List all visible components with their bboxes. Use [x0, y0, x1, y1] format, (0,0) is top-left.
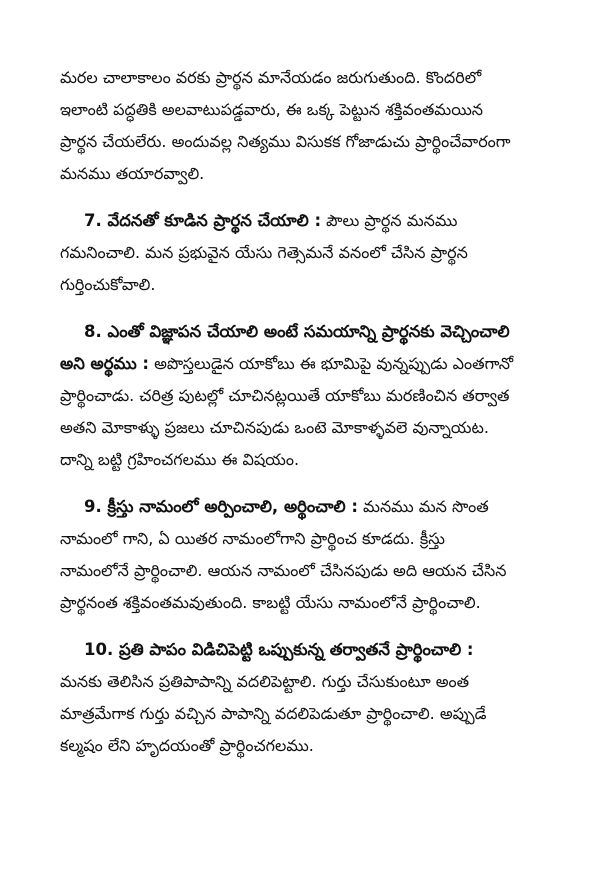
text-line: నామంలోనే ప్రార్థించాలి. ఆయన నామంలో చేసినపుడు అది ఆయన చేసిన [60, 561, 507, 580]
point-9-heading: 9. క్రీస్తు నామంలో అర్పించాలి, అర్థించాలి : [84, 497, 358, 516]
point-7-paragraph [60, 205, 572, 301]
point-7-first-text: పౌలు ప్రార్థన మనము [321, 211, 458, 230]
point-9-paragraph [60, 491, 572, 619]
text-line [60, 348, 572, 380]
text-line: దాన్ని బట్టి గ్రహించగలము ఈ విషయం. [60, 450, 300, 469]
paragraph-gap [60, 301, 572, 316]
text-line [60, 634, 572, 666]
text-line: మరల చాలాకాలం వరకు ప్రార్థన మానేయడం జరుగుతుంది. కొందరిలో [60, 68, 482, 87]
paragraph-gap [60, 476, 572, 491]
text-line: ప్రార్థించాడు. చరిత్ర పుటల్లో చూచినట్లయితే యాకోబు మరణించిన తర్వాత [60, 386, 510, 405]
text-line [60, 205, 572, 237]
text-line: గమనించాలి. మన ప్రభువైన యేసు గెత్సెమనే వనంలో చేసిన ప్రార్థన [60, 243, 468, 262]
text-line: నామంలో గాని, ఏ యితర నామంలోగాని ప్రార్థించ కూడదు. క్రీస్తు [60, 529, 445, 548]
text-line [60, 491, 572, 523]
text-line: మనము తయారవ్వాలి. [60, 164, 205, 183]
paragraph-gap [60, 190, 572, 205]
point-10-heading: 10. ప్రతి పాపం విడిచిపెట్టి ఒప్పుకున్న తర్వాతనే ప్రార్థించాలి : [84, 640, 474, 659]
text-line [60, 316, 572, 348]
text-line: మనకు తెలిసిన ప్రతిపాపాన్ని వదలిపెట్టాలి. గుర్తు చేసుకుంటూ అంత [60, 672, 470, 691]
text-line: అతని మోకాళ్ళు ప్రజలు చూచినపుడు ఒంటె మోకాళ్ళవలె వున్నాయట. [60, 418, 489, 437]
text-line: ప్రార్థనంత శక్తివంతమవుతుంది. కాబట్టి యేసు నామంలోనే ప్రార్థించాలి. [60, 593, 481, 612]
text-line: ప్రార్థన చేయలేరు. అందువల్ల నిత్యము విసుకక గోజాడుచు ప్రార్థించేవారంగా [60, 132, 511, 151]
text-line: ఇలాంటి పద్ధతికి అలవాటుపడ్డవారు, ఈ ఒక్క పెట్టున శక్తివంతమయిన [60, 100, 484, 119]
text-line: మాత్రమేగాక గుర్తు వచ్చిన పాపాన్ని వదలిపెడుతూ ప్రార్థించాలి. అప్పుడే [60, 704, 487, 723]
point-8-heading: 8. ఎంతో విజ్ఞాపన చేయాలి అంటే సమయాన్ని ప్రార్థనకు వెచ్చించాలి [84, 322, 510, 341]
point-9-first-text: మనము మన సొంత [357, 497, 489, 516]
intro-paragraph [60, 62, 572, 190]
point-8-paragraph [60, 316, 572, 476]
text-line: గుర్తించుకోవాలి. [60, 275, 156, 294]
point-7-heading: 7. వేదనతో కూడిన ప్రార్థన చేయాలి : [84, 211, 322, 230]
point-10-paragraph [60, 634, 572, 762]
text-line: కల్మషం లేని హృదయంతో ప్రార్థించగలము. [60, 736, 314, 755]
point-8-heading-cont: అని అర్థము : [60, 354, 150, 373]
paragraph-gap [60, 619, 572, 634]
point-8-second-text: అపొస్తలుడైన యాకోబు ఈ భూమిపై వున్నప్పుడు ఎంతగానో [149, 354, 514, 373]
